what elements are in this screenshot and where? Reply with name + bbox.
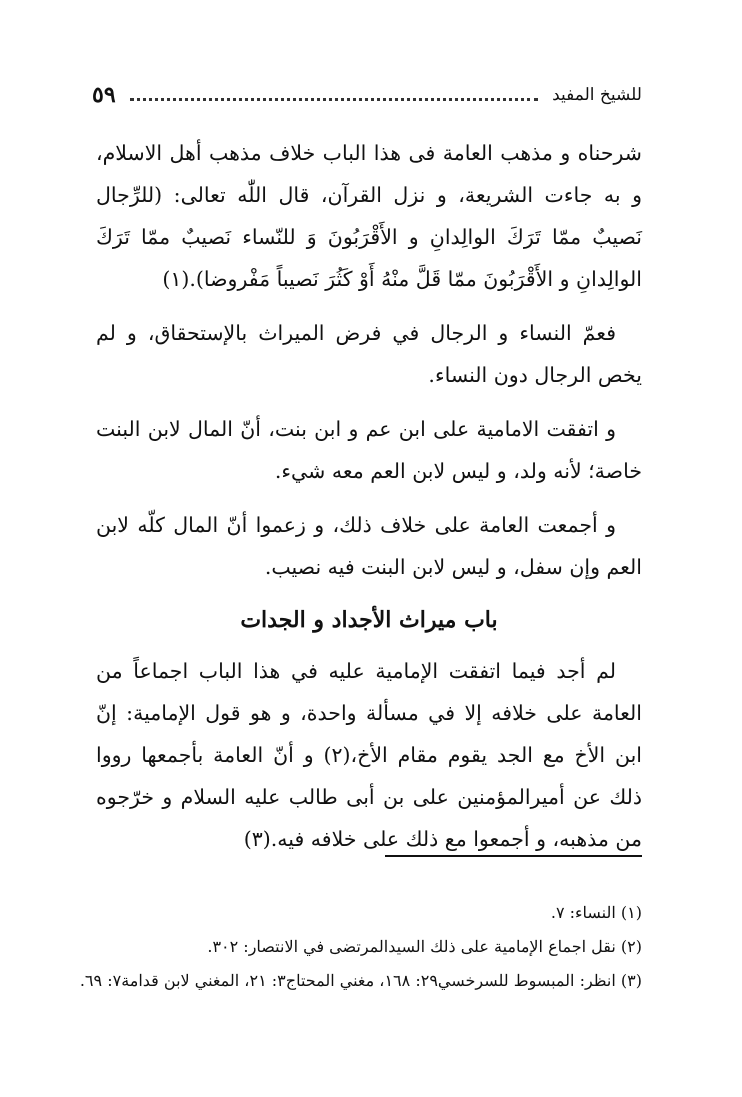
footnote-2: (٢) نقل اجماع الإمامية على ذلك السيدالمرتضى في الانتصار: ٣٠٢. [207,937,642,956]
page-header [92,80,642,110]
paragraph-2: فعمّ النساء و الرجال في فرض الميراث بالإستحقاق، و لم يخص الرجال دون النساء. [96,321,642,387]
footnote-3: (٣) انظر: المبسوط للسرخسي٢٩: ١٦٨، مغني المحتاج٣: ٢١، المغني لابن قدامة٧: ٦٩. [79,971,642,990]
footnote-separator [385,855,642,857]
header-dotted-leader [130,98,538,101]
footnotes [79,896,642,998]
page-number: ٥٩ [92,82,116,108]
main-text [96,132,642,872]
paragraph-3: و اتفقت الامامية على ابن عم و ابن بنت، أنّ المال لابن البنت خاصة؛ لأنه ولد، و ليس لابن العم معه شيء. [96,417,642,483]
paragraph-1: شرحناه و مذهب العامة فى هذا الباب خلاف مذهب أهل الاسلام، و به جاءت الشريعة، و نزل القرآن، قال اللّٰه تعالى: (للرِّجال نَصيبٌ ممّا تَرَكَ الوالِدانِ و الأَقْرَبُونَ وَ للنّساء نَصيبٌ ممّا تَرَكَ الوالِدانِ و الأَقْرَبُونَ ممّا قَلَّ منْهُ أَوْ كَثُرَ نَصيباً مَفْروضا).(١) [96,141,642,291]
section-paragraph-1: لم أجد فيما اتفقت الإمامية عليه في هذا الباب اجماعاً من العامة على خلافه إلا في مسألة واحدة، و هو قول الإمامية: إنّ ابن الأخ مع الجد يقوم مقام الأخ،(٢) و أنّ العامة بأجمعها رووا ذلك عن أميرالمؤمنين على بن أبى طالب عليه السلام و خرّجوه من مذهبه، و أجمعوا مع ذلك على خلافه فيه.(٣) [96,659,642,851]
running-title: للشيخ المفيد [552,85,642,105]
footnote-1: (١) النساء: ٧. [550,903,642,922]
paragraph-4: و أجمعت العامة على خلاف ذلك، و زعموا أنّ المال كلّه لابن العم وإن سفل، و ليس لابن البنت فيه نصيب. [96,513,642,579]
section-heading: باب ميراث الأجداد و الجدات [240,607,498,633]
